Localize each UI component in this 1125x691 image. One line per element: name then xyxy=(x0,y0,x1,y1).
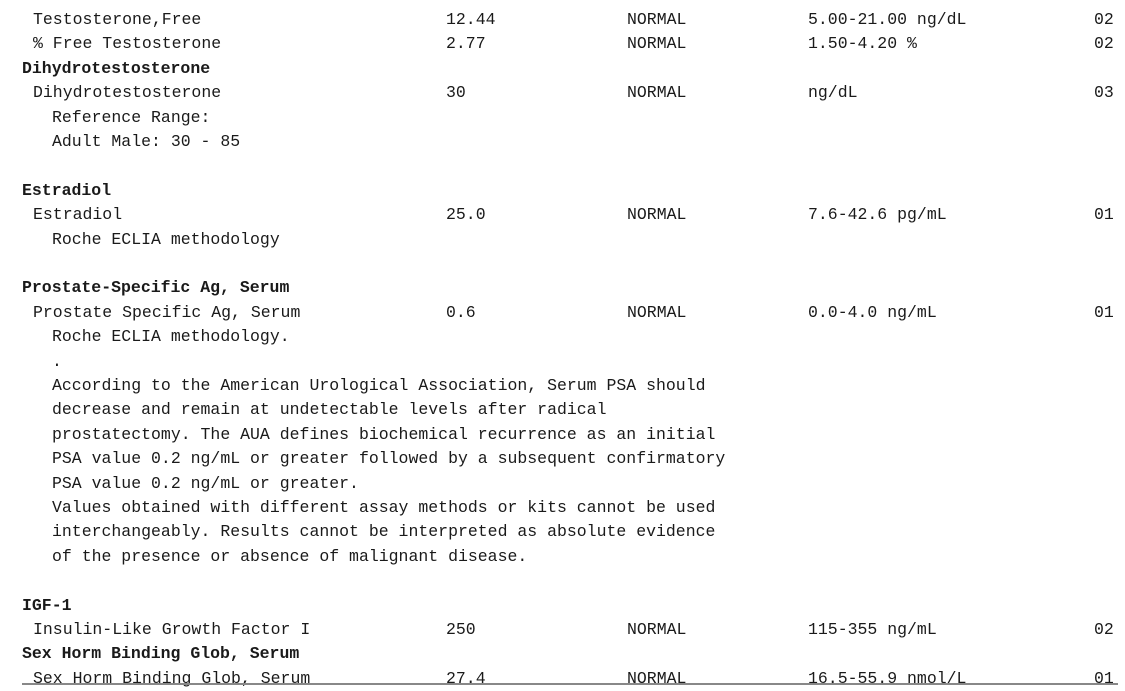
section-heading-text: Estradiol xyxy=(22,180,112,200)
result-flag: NORMAL xyxy=(627,34,687,54)
result-value: 25.0 xyxy=(446,205,486,225)
note-line xyxy=(0,496,1125,520)
lab-code: 01 xyxy=(1094,668,1114,688)
result-flag: NORMAL xyxy=(627,620,687,639)
note-text: Adult Male: 30 - 85 xyxy=(52,132,241,151)
note-text: interchangeably. Results cannot be interpreted as absolute evidence xyxy=(52,522,716,542)
test-name: Insulin-Like Growth Factor I xyxy=(33,620,311,639)
note-text: Roche ECLIA methodology xyxy=(52,229,280,249)
result-value: 250 xyxy=(446,620,476,639)
reference-range: 5.00-21.00 ng/dL xyxy=(808,10,967,29)
bottom-divider xyxy=(22,683,1118,685)
note-line xyxy=(0,545,1125,569)
test-name: Dihydrotestosterone xyxy=(33,83,222,103)
section-heading xyxy=(0,594,1125,618)
lab-code: 03 xyxy=(1094,83,1114,103)
reference-range: 1.50-4.20 % xyxy=(808,34,917,54)
result-row xyxy=(0,8,1125,32)
result-row xyxy=(0,618,1125,642)
test-name: Prostate Specific Ag, Serum xyxy=(33,302,301,322)
result-flag: NORMAL xyxy=(627,668,687,688)
result-value: 2.77 xyxy=(446,34,486,54)
note-text: of the presence or absence of malignant disease. xyxy=(52,546,528,566)
blank-line xyxy=(0,252,1125,276)
result-flag: NORMAL xyxy=(627,83,687,103)
note-text: . xyxy=(52,351,62,371)
result-row xyxy=(0,301,1125,325)
note-text: According to the American Urological Association, Serum PSA should xyxy=(52,376,706,395)
blank-line xyxy=(0,154,1125,178)
note-text: Reference Range: xyxy=(52,107,211,127)
result-value: 27.4 xyxy=(446,668,486,688)
section-heading-text: Prostate-Specific Ag, Serum xyxy=(22,278,290,298)
note-line xyxy=(0,398,1125,422)
note-text: PSA value 0.2 ng/mL or greater followed by a subsequent confirmatory xyxy=(52,449,726,469)
section-heading-text: Dihydrotestosterone xyxy=(22,58,211,78)
section-heading xyxy=(0,642,1125,666)
result-flag: NORMAL xyxy=(627,10,687,29)
note-line xyxy=(0,472,1125,496)
note-line xyxy=(0,228,1125,252)
result-row xyxy=(0,667,1125,691)
reference-range: 16.5-55.9 nmol/L xyxy=(808,668,967,688)
lab-code: 01 xyxy=(1094,302,1114,322)
reference-range: 115-355 ng/mL xyxy=(808,620,937,639)
result-flag: NORMAL xyxy=(627,205,687,225)
note-line xyxy=(0,325,1125,349)
lab-code: 02 xyxy=(1094,620,1114,639)
lab-code: 02 xyxy=(1094,10,1114,29)
section-heading xyxy=(0,57,1125,81)
note-line xyxy=(0,520,1125,544)
note-line xyxy=(0,350,1125,374)
result-row xyxy=(0,203,1125,227)
lab-code: 01 xyxy=(1094,205,1114,225)
note-line xyxy=(0,130,1125,154)
note-line xyxy=(0,106,1125,130)
note-text: Roche ECLIA methodology. xyxy=(52,327,290,347)
note-text: PSA value 0.2 ng/mL or greater. xyxy=(52,473,359,493)
section-heading xyxy=(0,179,1125,203)
lab-code: 02 xyxy=(1094,34,1114,54)
test-name: % Free Testosterone xyxy=(33,34,222,54)
result-value: 30 xyxy=(446,83,466,103)
reference-range: 0.0-4.0 ng/mL xyxy=(808,302,937,322)
note-line xyxy=(0,447,1125,471)
reference-range: 7.6-42.6 pg/mL xyxy=(808,205,947,225)
note-line xyxy=(0,423,1125,447)
note-text: decrease and remain at undetectable levels after radical xyxy=(52,400,607,420)
test-name: Testosterone,Free xyxy=(33,10,202,29)
result-value: 0.6 xyxy=(446,302,476,322)
note-text: prostatectomy. The AUA defines biochemical recurrence as an initial xyxy=(52,424,716,444)
section-heading-text: Sex Horm Binding Glob, Serum xyxy=(22,644,300,664)
test-name: Sex Horm Binding Glob, Serum xyxy=(33,668,311,688)
result-row xyxy=(0,81,1125,105)
section-heading xyxy=(0,276,1125,300)
section-heading-text: IGF-1 xyxy=(22,595,72,615)
reference-range: ng/dL xyxy=(808,83,858,103)
result-flag: NORMAL xyxy=(627,302,687,322)
result-row xyxy=(0,32,1125,56)
note-line xyxy=(0,374,1125,398)
result-value: 12.44 xyxy=(446,10,496,29)
test-name: Estradiol xyxy=(33,205,123,225)
blank-line xyxy=(0,569,1125,593)
note-text: Values obtained with different assay methods or kits cannot be used xyxy=(52,498,716,517)
